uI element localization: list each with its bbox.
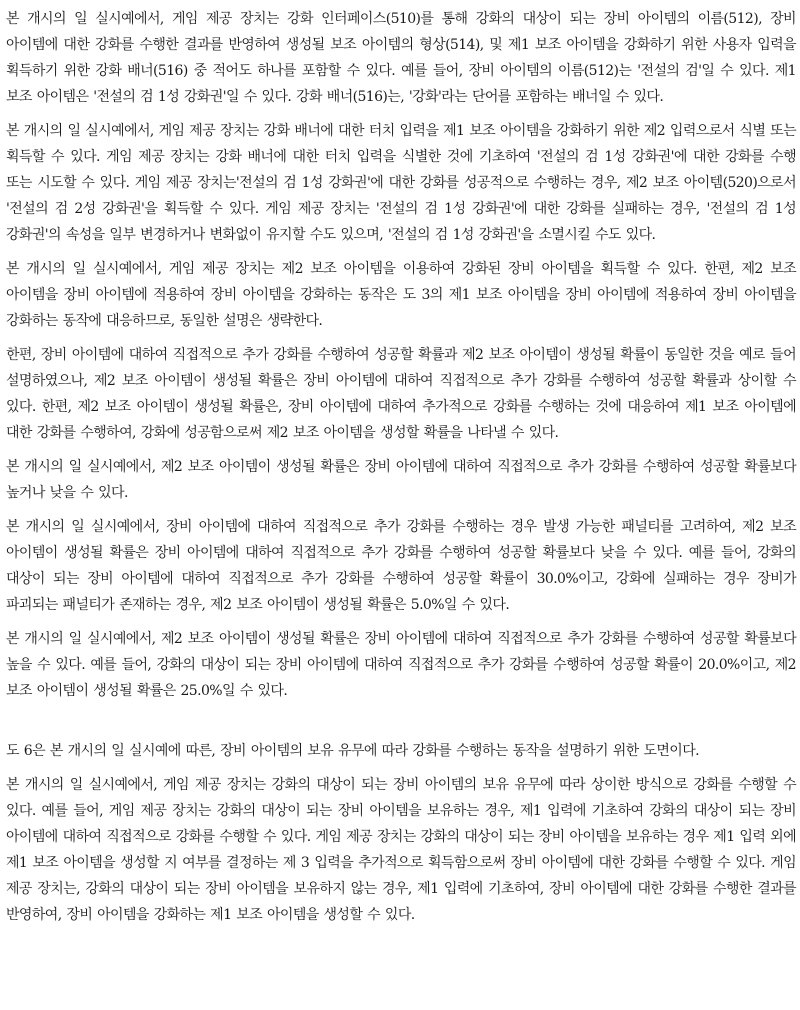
paragraph-4: 한편, 장비 아이템에 대하여 직접적으로 추가 강화를 수행하여 성공할 확률과 제2 보조 아이템이 생성될 확률이 동일한 것을 예로 들어 설명하였으나, 제2 보조 아이템이 생성될 확률은 장비 아이템에 대하여 직접적으로 추가 강화를 수행하여 성공할 확률과 상이할 수 있다. 한편, 제2 보조 아이템이 생성될 확률은, 장비 아이템에 대하여 추가적으로 강화를 수행하는 것에 대응하여 제1 보조 아이템에 대한 강화를 수행하여, 강화에 성공함으로써 제2 보조 아이템을 생성할 확률을 나타낼 수 있다. [6,347,796,441]
paragraph-7: 본 개시의 일 실시예에서, 제2 보조 아이템이 생성될 확률은 장비 아이템에 대하여 직접적으로 추가 강화를 수행하여 성공할 확률보다 높을 수 있다. 예를 들어, 강화의 대상이 되는 장비 아이템에 대하여 직접적으로 추가 강화를 수행하여 성공할 확률이 20.0%이고, 제2 보조 아이템이 생성될 확률은 25.0%일 수 있다. [6,631,796,699]
paragraph-3: 본 개시의 일 실시예에서, 게임 제공 장치는 제2 보조 아이템을 이용하여 강화된 장비 아이템을 획득할 수 있다. 한편, 제2 보조 아이템을 장비 아이템에 적용하여 장비 아이템을 강화하는 동작은 도 3의 제1 보조 아이템을 장비 아이템에 적용하여 장비 아이템을 강화하는 동작에 대응하므로, 동일한 설명은 생략한다. [6,261,796,329]
paragraph-2: 본 개시의 일 실시예에서, 게임 제공 장치는 강화 배너에 대한 터치 입력을 제1 보조 아이템을 강화하기 위한 제2 입력으로서 식별 또는 획득할 수 있다. 게임 제공 장치는 강화 배너에 대한 터치 입력을 식별한 것에 기초하여 '전설의 검 1성 강화권'에 대한 강화를 수행 또는 시도할 수 있다. 게임 제공 장치는'전설의 검 1성 강화권'에 대한 강화를 성공적으로 수행하는 경우, 제2 보조 아이템(520)으로서 '전설의 검 2성 강화권'을 획득할 수 있다. 게임 제공 장치는 '전설의 검 1성 강화권'에 대한 강화를 실패하는 경우, '전설의 검 1성 강화권'의 속성을 일부 변경하거나 변화없이 유지할 수도 있으며, '전설의 검 1성 강화권'을 소멸시킬 수도 있다. [6,123,796,243]
paragraph-1: 본 개시의 일 실시예에서, 게임 제공 장치는 강화 인터페이스(510)를 통해 강화의 대상이 되는 장비 아이템의 이름(512), 장비 아이템에 대한 강화를 수행한 결과를 반영하여 생성될 보조 아이템의 형상(514), 및 제1 보조 아이템을 강화하기 위한 사용자 입력을 획득하기 위한 강화 배너(516) 중 적어도 하나를 포함할 수 있다. 예를 들어, 장비 아이템의 이름(512)는 '전설의 검'일 수 있다. 제1 보조 아이템은 '전설의 검 1성 강화권'일 수 있다. 강화 배너(516)는, '강화'라는 단어를 포함하는 배너일 수 있다. [6,11,796,105]
paragraph-8: 도 6은 본 개시의 일 실시예에 따른, 장비 아이템의 보유 유무에 따라 강화를 수행하는 동작을 설명하기 위한 도면이다. [6,743,699,759]
paragraph-6: 본 개시의 일 실시예에서, 장비 아이템에 대하여 직접적으로 추가 강화를 수행하는 경우 발생 가능한 패널티를 고려하여, 제2 보조 아이템이 생성될 확률은 장비 아이템에 대하여 직접적으로 추가 강화를 수행하여 성공할 확률보다 낮을 수 있다. 예를 들어, 강화의 대상이 되는 장비 아이템에 대하여 직접적으로 추가 강화를 수행하여 성공할 확률이 30.0%이고, 강화에 실패하는 경우 장비가 파괴되는 패널티가 존재하는 경우, 제2 보조 아이템이 생성될 확률은 5.0%일 수 있다. [6,519,796,613]
document-body [6,6,796,928]
paragraph-9: 본 개시의 일 실시예에서, 게임 제공 장치는 강화의 대상이 되는 장비 아이템의 보유 유무에 따라 상이한 방식으로 강화를 수행할 수 있다. 예를 들어, 게임 제공 장치는 강화의 대상이 되는 장비 아이템을 보유하는 경우, 제1 입력에 기초하여 강화의 대상이 되는 장비 아이템에 대하여 직접적으로 강화를 수행할 수 있다. 게임 제공 장치는 강화의 대상이 되는 장비 아이템을 보유하는 경우 제1 입력 외에 제1 보조 아이템을 생성할 지 여부를 결정하는 제 3 입력을 추가적으로 획득함으로써 장비 아이템에 대한 강화를 수행할 수 있다. 게임 제공 장치는, 강화의 대상이 되는 장비 아이템을 보유하지 않는 경우, 제1 입력에 기초하여, 장비 아이템에 대한 강화를 수행한 결과를 반영하여, 장비 아이템을 강화하는 제1 보조 아이템을 생성할 수 있다. [6,777,796,923]
paragraph-5: 본 개시의 일 실시예에서, 제2 보조 아이템이 생성될 확률은 장비 아이템에 대하여 직접적으로 추가 강화를 수행하여 성공할 확률보다 높거나 낮을 수 있다. [6,459,796,501]
